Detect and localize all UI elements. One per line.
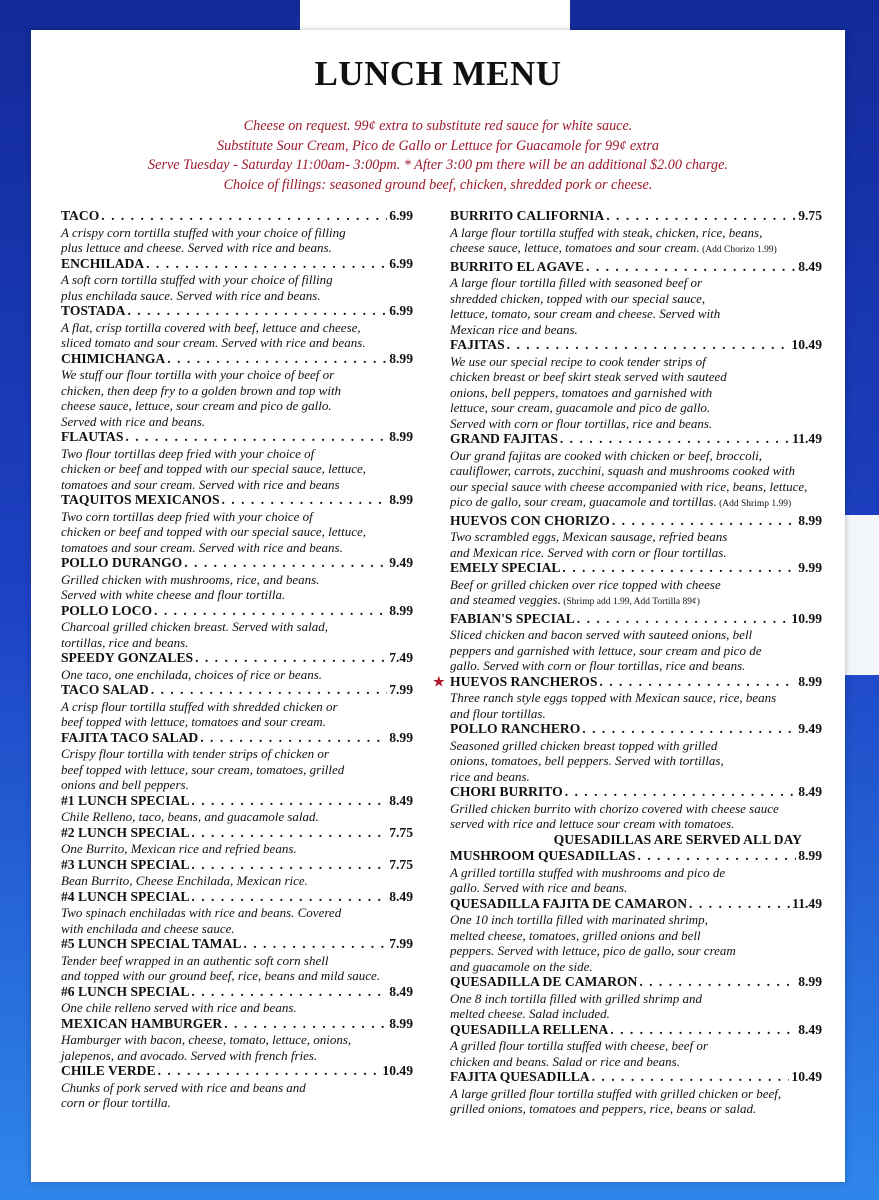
quesadilla-items xyxy=(450,848,822,1117)
dot-leader xyxy=(184,555,387,572)
menu-item-price: 8.49 xyxy=(798,784,822,799)
menu-item-description xyxy=(61,809,413,825)
dot-leader xyxy=(200,730,387,747)
menu-item-price: 10.49 xyxy=(382,1063,413,1078)
menu-item xyxy=(61,984,413,1016)
description-text: Three ranch style eggs topped with Mexican sauce, rice, beans and flour tortillas. xyxy=(450,690,777,721)
menu-item-price: 8.99 xyxy=(798,673,822,689)
menu-item-description xyxy=(450,912,822,974)
menu-item-header xyxy=(61,351,413,368)
right-column xyxy=(433,208,822,1117)
dot-leader xyxy=(586,259,796,276)
dot-leader xyxy=(565,784,797,801)
menu-item-header xyxy=(433,673,822,691)
menu-item-description xyxy=(450,275,822,337)
dot-leader xyxy=(507,337,790,354)
description-text: Charcoal grilled chicken breast. Served with salad, tortillas, rice and beans. xyxy=(61,619,328,650)
menu-item-header xyxy=(61,429,413,446)
menu-item-description xyxy=(61,619,413,650)
menu-item-name: FAJITAS xyxy=(450,337,505,352)
description-text: One 10 inch tortilla filled with marinated shrimp, melted cheese, tomatoes, grilled onions and bell peppers. Served with lettuce, pico de gallo, sour cream and guacamole on the side. xyxy=(450,912,736,974)
menu-item xyxy=(450,611,822,674)
dot-leader xyxy=(599,674,796,691)
left-column xyxy=(61,208,413,1111)
menu-item-name: POLLO LOCO xyxy=(61,602,153,618)
menu-item-price: 9.49 xyxy=(798,721,822,736)
dot-leader xyxy=(101,208,387,225)
menu-item-header xyxy=(450,896,822,913)
menu-item xyxy=(61,429,413,492)
menu-item-description xyxy=(450,225,822,259)
menu-item-price: 10.49 xyxy=(791,337,822,352)
menu-item-price: 11.49 xyxy=(792,431,822,446)
menu-item-header xyxy=(450,784,822,801)
menu-item-name: MUSHROOM QUESADILLAS xyxy=(450,848,636,863)
menu-item-name: FAJITA QUESADILLA xyxy=(450,1069,590,1084)
menu-item-description xyxy=(61,1080,413,1111)
menu-page xyxy=(31,30,845,1182)
description-text: Bean Burrito, Cheese Enchilada, Mexican rice. xyxy=(61,873,308,888)
menu-item xyxy=(61,650,413,682)
menu-item-description xyxy=(61,1000,413,1016)
menu-item-name: ENCHILADA xyxy=(61,255,145,271)
menu-item-price: 9.49 xyxy=(389,555,413,570)
menu-item-price: 7.49 xyxy=(389,650,413,665)
menu-item-header xyxy=(450,431,822,448)
menu-item-name: #5 LUNCH SPECIAL TAMAL xyxy=(61,936,242,951)
menu-item-description xyxy=(450,577,822,611)
menu-item xyxy=(450,513,822,561)
description-text: A large flour tortilla stuffed with steak, chicken, rice, beans, cheese sauce, lettuce, tomatoes and sour cream. xyxy=(450,224,763,255)
note-line: Substitute Sour Cream, Pico de Gallo or Lettuce for Guacamole for 99¢ extra xyxy=(217,137,659,154)
menu-item-header xyxy=(450,337,822,354)
menu-item xyxy=(433,673,822,722)
dot-leader xyxy=(146,256,387,273)
menu-item-name: HUEVOS RANCHEROS xyxy=(450,673,598,689)
menu-item-name: POLLO DURANGO xyxy=(61,555,183,570)
menu-item-header xyxy=(61,825,413,842)
menu-item-price: 8.99 xyxy=(798,512,822,528)
menu-item xyxy=(450,721,822,784)
menu-item-price: 8.99 xyxy=(798,848,822,863)
menu-item-header xyxy=(450,974,822,991)
menu-item-description xyxy=(61,1032,413,1063)
menu-item-price: 6.99 xyxy=(389,255,413,271)
description-text: One chile relleno served with rice and beans. xyxy=(61,1000,297,1015)
menu-item-name: QUESADILLA DE CAMARON xyxy=(450,974,638,989)
menu-item-name: CHORI BURRITO xyxy=(450,784,563,799)
menu-item-description xyxy=(61,667,413,683)
description-text: Grilled chicken burrito with chorizo covered with cheese sauce served with rice and lettuce sour cream with tomatoes. xyxy=(450,800,779,831)
dot-leader xyxy=(151,682,387,699)
menu-item xyxy=(450,974,822,1022)
menu-item-description xyxy=(450,1038,822,1069)
menu-item-header xyxy=(450,848,822,865)
menu-item-description xyxy=(61,873,413,889)
menu-item xyxy=(61,825,413,857)
menu-item-name: FAJITA TACO SALAD xyxy=(61,729,199,745)
description-text: Hamburger with bacon, cheese, tomato, lettuce, onions, jalepenos, and avocado. Served with french fries. xyxy=(61,1032,352,1063)
description-text: Beef or grilled chicken over rice topped with cheese and steamed veggies. xyxy=(450,576,721,607)
menu-item-name: POLLO RANCHERO xyxy=(450,721,581,736)
dot-leader xyxy=(610,1022,796,1039)
menu-item-header xyxy=(450,721,822,738)
menu-item-name: #1 LUNCH SPECIAL xyxy=(61,792,190,808)
menu-item xyxy=(61,682,413,730)
menu-item-header xyxy=(61,650,413,667)
menu-item xyxy=(450,848,822,896)
dot-leader xyxy=(125,429,387,446)
menu-item-description xyxy=(61,953,413,984)
note-line: Choice of fillings: seasoned ground beef, chicken, shredded pork or cheese. xyxy=(223,176,653,193)
description-text: A grilled tortilla stuffed with mushrooms and pico de gallo. Served with rice and beans. xyxy=(450,864,726,895)
menu-item xyxy=(450,1069,822,1117)
menu-item-name: #2 LUNCH SPECIAL xyxy=(61,824,190,840)
menu-item-price: 9.75 xyxy=(798,208,822,223)
menu-item-price: 8.99 xyxy=(389,350,413,366)
menu-item-description xyxy=(450,627,822,674)
menu-item-name: QUESADILLA RELLENA xyxy=(450,1021,609,1037)
description-text: We use our special recipe to cook tender strips of chicken breast or beef skirt steak served with sauteed onions, bell peppers, tomatoes and garnished with lettuce, sour cream, guacamole and pico de gallo. Served with corn or flour tortillas, rice and beans. xyxy=(450,353,727,431)
menu-item-name: BURRITO CALIFORNIA xyxy=(450,208,605,223)
description-text: Crispy flour tortilla with tender strips of chicken or beef topped with lettuce, sour cream, tomatoes, grilled onions and bell peppers. xyxy=(61,746,345,792)
quesadilla-section-header: QUESADILLAS ARE SERVED ALL DAY xyxy=(553,831,802,847)
menu-item xyxy=(61,936,413,984)
menu-item-header xyxy=(61,1063,413,1080)
menu-item-header xyxy=(61,984,413,1001)
menu-item xyxy=(450,208,822,259)
menu-item xyxy=(61,555,413,603)
menu-item-description xyxy=(61,746,413,793)
menu-item-header xyxy=(450,208,822,225)
dot-leader xyxy=(191,984,387,1001)
menu-item-name: #4 LUNCH SPECIAL xyxy=(61,888,190,904)
menu-item-price: 8.49 xyxy=(798,1021,822,1037)
add-on-note: (Add Shrimp 1.99) xyxy=(716,499,792,509)
menu-item-header xyxy=(61,208,413,225)
menu-item-description xyxy=(450,448,822,513)
add-on-note: (Shrimp add 1.99, Add Tortilla 89¢) xyxy=(560,597,700,607)
menu-item xyxy=(61,1063,413,1111)
menu-item xyxy=(61,889,413,937)
menu-item-price: 8.99 xyxy=(389,492,413,507)
menu-item-name: EMELY SPECIAL xyxy=(450,560,561,575)
menu-item xyxy=(450,560,822,611)
menu-item-description xyxy=(450,690,822,721)
menu-item xyxy=(61,208,413,256)
menu-item xyxy=(450,337,822,431)
menu-item-description xyxy=(61,841,413,857)
description-text: A crispy corn tortilla stuffed with your choice of filling plus lettuce and cheese. Served with rice and beans. xyxy=(61,224,346,255)
description-text: Seasoned grilled chicken breast topped with grilled onions, tomatoes, bell peppers. Served with tortillas, rice and beans. xyxy=(450,737,724,784)
description-text: Grilled chicken with mushrooms, rice, and beans. Served with white cheese and flour tortilla. xyxy=(61,571,320,602)
description-text: Tender beef wrapped in an authentic soft corn shell and topped with our ground beef, rice, beans and mild sauce. xyxy=(61,952,381,983)
dot-leader xyxy=(592,1069,790,1086)
description-text: Two corn tortillas deep fried with your choice of chicken or beef and topped with our special sauce, lettuce, tomatoes and sour cream. Served with rice and beans. xyxy=(61,508,367,555)
dot-leader xyxy=(167,351,387,368)
description-text: One Burrito, Mexican rice and refried beans. xyxy=(61,841,297,856)
menu-item-header xyxy=(450,611,822,628)
menu-item-price: 8.99 xyxy=(389,1015,413,1031)
menu-item xyxy=(450,259,822,338)
menu-item-header xyxy=(61,256,413,273)
menu-item-price: 8.99 xyxy=(389,602,413,618)
menu-item-header xyxy=(61,1016,413,1033)
menu-item-price: 9.99 xyxy=(798,560,822,575)
menu-item-price: 6.99 xyxy=(389,303,413,318)
dot-leader xyxy=(639,974,796,991)
menu-item-header xyxy=(61,889,413,906)
menu-item xyxy=(61,303,413,351)
star-icon: ★ xyxy=(433,673,445,689)
menu-item-description xyxy=(450,801,822,832)
description-text: One taco, one enchilada, choices of rice or beans. xyxy=(61,666,323,682)
menu-item-description xyxy=(61,905,413,936)
dot-leader xyxy=(606,208,796,225)
dot-leader xyxy=(191,825,387,842)
menu-item-price: 6.99 xyxy=(389,208,413,223)
menu-item-name: TACO SALAD xyxy=(61,682,149,697)
dot-leader xyxy=(577,611,790,628)
menu-item-name: BURRITO EL AGAVE xyxy=(450,258,584,274)
menu-item xyxy=(61,492,413,555)
description-text: Two flour tortillas deep fried with your choice of chicken or beef and topped with our special sauce, lettuce, tomatoes and sour cream. Served with rice and beans xyxy=(61,445,367,492)
description-text: Sliced chicken and bacon served with sauteed onions, bell peppers and garnished with lettuce, sour cream and pico de gallo. Served with corn or flour tortillas, rice and beans. xyxy=(450,627,762,673)
menu-item-name: TAQUITOS MEXICANOS xyxy=(61,492,220,507)
dot-leader xyxy=(224,1016,387,1033)
description-text: A flat, crisp tortilla covered with beef, lettuce and cheese, sliced tomato and sour cream. Served with rice and beans. xyxy=(61,319,366,350)
menu-item-description xyxy=(450,354,822,432)
menu-item-name: FLAUTAS xyxy=(61,429,124,444)
menu-item-price: 7.99 xyxy=(389,936,413,951)
menu-item-price: 8.99 xyxy=(389,729,413,745)
menu-item-price: 10.99 xyxy=(791,610,822,626)
menu-item-price: 8.99 xyxy=(389,429,413,444)
dot-leader xyxy=(195,650,387,667)
description-text: A large grilled flour tortilla stuffed with grilled chicken or beef, grilled onions, tomatoes and peppers, rice, beans or salad. xyxy=(450,1085,782,1116)
dot-leader xyxy=(562,560,796,577)
dot-leader xyxy=(191,889,387,906)
description-text: A soft corn tortilla stuffed with your choice of filling plus enchilada sauce. Served with rice and beans. xyxy=(61,272,333,303)
menu-item-name: #6 LUNCH SPECIAL xyxy=(61,983,190,999)
dot-leader xyxy=(154,603,387,620)
menu-item-description xyxy=(61,572,413,603)
menu-item-price: 8.49 xyxy=(389,792,413,808)
menu-item xyxy=(450,1022,822,1070)
menu-notes xyxy=(31,117,845,195)
menu-item-header xyxy=(61,730,413,747)
menu-item-name: MEXICAN HAMBURGER xyxy=(61,1015,223,1031)
menu-item-header xyxy=(450,513,822,530)
dot-leader xyxy=(560,431,790,448)
dot-leader xyxy=(191,793,387,810)
menu-item-description xyxy=(450,991,822,1022)
dot-leader xyxy=(243,936,387,953)
menu-item-description xyxy=(450,529,822,560)
menu-item-price: 8.49 xyxy=(798,258,822,274)
menu-item-header xyxy=(61,555,413,572)
menu-item xyxy=(61,793,413,825)
menu-item xyxy=(450,431,822,513)
menu-item xyxy=(61,1016,413,1064)
menu-item-price: 8.99 xyxy=(798,974,822,989)
menu-item-name: TACO xyxy=(61,208,100,223)
description-text: A large flour tortilla filled with seasoned beef or shredded chicken, topped with our special sauce, lettuce, tomato, sour cream and cheese. Served with Mexican rice and beans. xyxy=(450,275,721,337)
menu-item xyxy=(450,784,822,832)
menu-item-name: QUESADILLA FAJITA DE CAMARON xyxy=(450,895,688,911)
menu-item-header xyxy=(61,492,413,509)
menu-item-description xyxy=(450,738,822,785)
menu-item-header xyxy=(61,303,413,320)
menu-item-price: 7.75 xyxy=(389,856,413,872)
note-line: Cheese on request. 99¢ extra to substitute red sauce for white sauce. xyxy=(243,118,633,134)
dot-leader xyxy=(222,492,388,509)
menu-item-price: 7.75 xyxy=(389,824,413,840)
menu-item-description xyxy=(450,865,822,896)
menu-item-header xyxy=(450,1022,822,1039)
menu-item xyxy=(61,603,413,651)
menu-item-name: HUEVOS CON CHORIZO xyxy=(450,512,610,528)
menu-item-name: TOSTADA xyxy=(61,303,126,318)
dot-leader xyxy=(127,303,387,320)
menu-item-description xyxy=(61,272,413,303)
dot-leader xyxy=(158,1063,381,1080)
menu-item-price: 7.99 xyxy=(389,682,413,697)
dot-leader xyxy=(582,721,796,738)
menu-item-name: SPEEDY GONZALES xyxy=(61,650,194,665)
menu-item-description xyxy=(61,225,413,256)
dot-leader xyxy=(689,896,790,913)
menu-item-description xyxy=(450,1086,822,1117)
menu-item-description xyxy=(61,509,413,556)
menu-item-header xyxy=(450,560,822,577)
description-text: Chile Relleno, taco, beans, and guacamole salad. xyxy=(61,809,319,824)
menu-item-header xyxy=(450,1069,822,1086)
add-on-note: (Add Chorizo 1.99) xyxy=(699,245,777,255)
menu-item-header xyxy=(61,793,413,810)
menu-item-price: 8.49 xyxy=(389,888,413,904)
menu-item xyxy=(61,256,413,304)
menu-title: LUNCH MENU xyxy=(314,54,562,93)
right-items xyxy=(433,208,822,832)
menu-item-header xyxy=(61,682,413,699)
menu-item-name: FABIAN'S SPECIAL xyxy=(450,610,575,626)
description-text: Two spinach enchiladas with rice and beans. Covered with enchilada and cheese sauce. xyxy=(61,905,342,936)
description-text: A crisp flour tortilla stuffed with shredded chicken or beef topped with lettuce, tomatoes and sour cream. xyxy=(61,698,338,729)
menu-item-price: 10.49 xyxy=(791,1069,822,1084)
menu-item xyxy=(61,857,413,889)
menu-item-name: CHILE VERDE xyxy=(61,1063,156,1078)
dot-leader xyxy=(637,848,796,865)
menu-item-header xyxy=(61,857,413,874)
menu-item-description xyxy=(61,699,413,730)
menu-item-header xyxy=(61,603,413,620)
description-text: A grilled flour tortilla stuffed with cheese, beef or chicken and beans. Salad or rice and beans. xyxy=(450,1038,708,1069)
menu-item-description xyxy=(61,320,413,351)
menu-item-name: GRAND FAJITAS xyxy=(450,431,558,446)
menu-item-price: 8.49 xyxy=(389,983,413,999)
menu-item-name: #3 LUNCH SPECIAL xyxy=(61,856,190,872)
menu-item xyxy=(450,896,822,975)
menu-item-header xyxy=(61,936,413,953)
note-line: Serve Tuesday - Saturday 11:00am- 3:00pm. * After 3:00 pm there will be an additional $2.00 charge. xyxy=(148,157,728,173)
description-text: Our grand fajitas are cooked with chicken or beef, broccoli, cauliflower, carrots, zucchini, squash and mushrooms cooked with our special sauce with cheese accompanied with rice, beans, lettuce, pico de gallo, sour cream, guacamole and tortillas. xyxy=(450,447,808,509)
menu-item-name: CHIMICHANGA xyxy=(61,350,166,366)
menu-item-description xyxy=(61,367,413,429)
description-text: We stuff our flour tortilla with your choice of beef or chicken, then deep fry to a golden brown and top with cheese sauce, lettuce, sour cream and pico de gallo. Served with rice and beans. xyxy=(61,367,342,429)
dot-leader xyxy=(612,513,796,530)
description-text: Two scrambled eggs, Mexican sausage, refried beans and Mexican rice. Served with corn or flour tortillas. xyxy=(450,529,728,560)
menu-item-description xyxy=(61,446,413,493)
dot-leader xyxy=(191,857,387,874)
description-text: One 8 inch tortilla filled with grilled shrimp and melted cheese. Salad included. xyxy=(450,990,703,1021)
menu-item xyxy=(61,351,413,430)
menu-item-price: 11.49 xyxy=(792,895,822,911)
description-text: Chunks of pork served with rice and beans and corn or flour tortilla. xyxy=(61,1079,306,1110)
menu-item-header xyxy=(450,259,822,276)
menu-item xyxy=(61,730,413,793)
